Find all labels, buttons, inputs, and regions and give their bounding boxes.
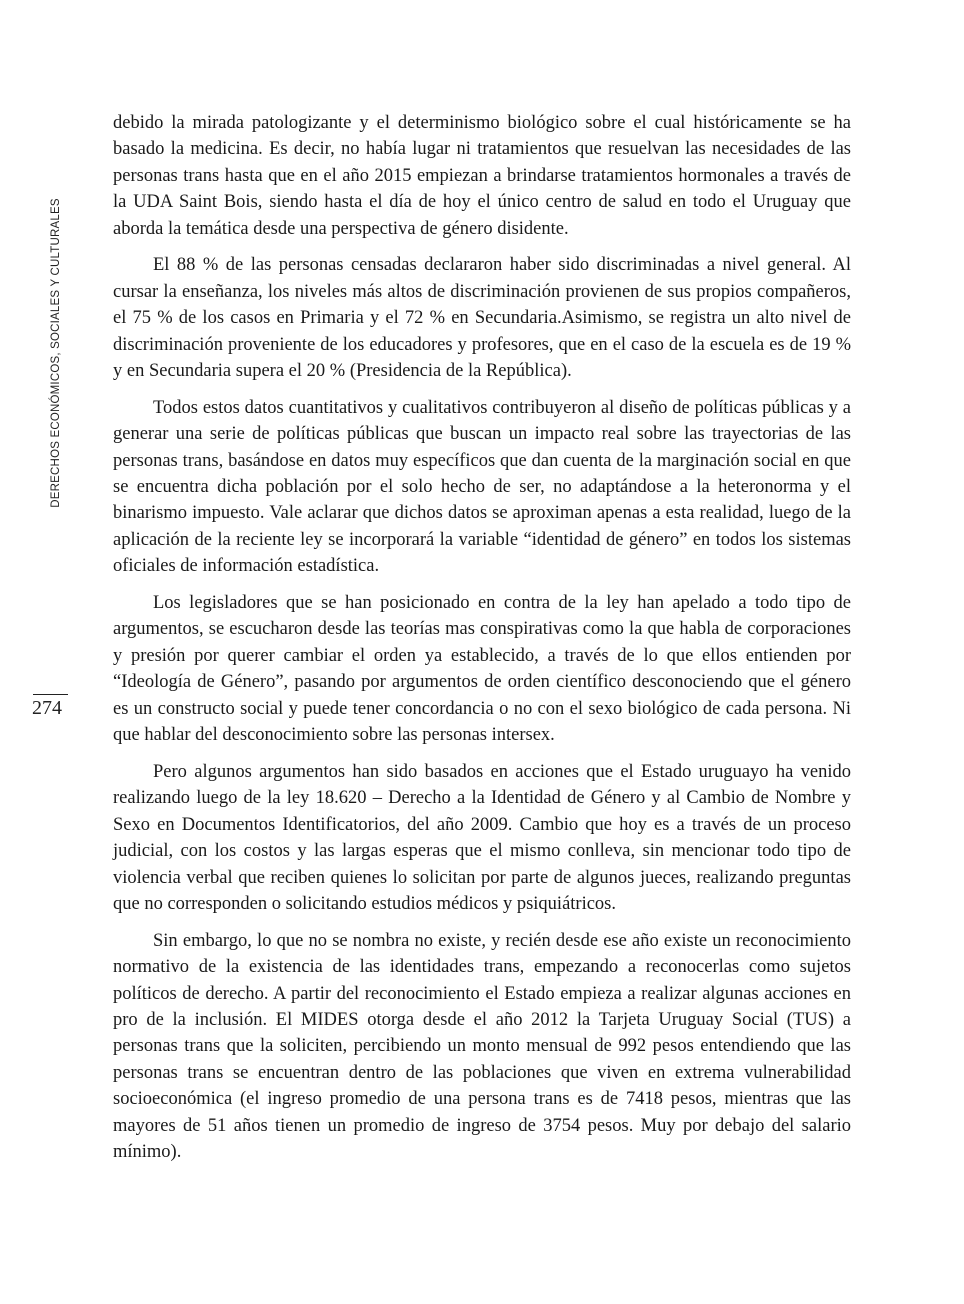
body-text — [113, 110, 851, 1176]
paragraph-4: Los legisladores que se han posicionado en contra de la ley han apelado a todo tipo de argumentos, se escucharon desde las teorías mas conspirativas como la que habla de corporaciones y presión por querer cambiar el orden ya establecido, a través de lo que ellos entienden por “Ideología de Género”, pasando por argumentos de orden científico desconociendo que el género es un constructo social y puede tener concordancia o no con el sexo biológico de cada persona. Ni que hablar del desconocimiento sobre las personas intersex. — [113, 593, 851, 746]
page-number-rule — [33, 694, 68, 695]
running-title: DERECHOS ECONÓMICOS, SOCIALES Y CULTURALES — [50, 198, 62, 508]
paragraph-6: Sin embargo, lo que no se nombra no existe, y recién desde ese año existe un reconocimiento normativo de la existencia de las identidades trans, empezando a reconocerlas como sujetos políticos de derecho. A partir del reconocimiento el Estado empieza a realizar algunas acciones en pro de la inclusión. El MIDES otorga desde el año 2012 la Tarjeta Uruguay Social (TUS) a personas trans que la soliciten, percibiendo un monto mensual de 992 pesos entendiendo que las personas trans se encuentran dentro de las poblaciones que viven en extrema vulnerabilidad socioeconómica (el ingreso promedio de una persona trans es de 7418 pesos, mientras que las mayores de 51 años tienen un promedio de ingreso de 3754 pesos. Muy por debajo del salario mínimo). — [113, 930, 851, 1162]
paragraph-3: Todos estos datos cuantitativos y cualitativos contribuyeron al diseño de políticas públicas y a generar una serie de políticas públicas que buscan un impacto real sobre las trayectorias de las personas trans, basándose en datos muy específicos que dan cuenta de la marginación social en que se encuentra dicha población por el solo hecho de ser, no adaptándose a la heteronorma y el binarismo impuesto. Vale aclarar que dichos datos se aproximan apenas a esta realidad, luego de la aplicación de la reciente ley se incorporará la variable “identidad de género” en todos los sistemas oficiales de información estadística. — [113, 397, 851, 577]
paragraph-1: debido la mirada patologizante y el determinismo biológico sobre el cual históricamente se ha basado la medicina. Es decir, no había lugar ni tratamientos que resuelvan las necesidades de las personas trans hasta que en el año 2015 empiezan a brindarse tratamientos hormonales a través de la UDA Saint Bois, siendo hasta el día de hoy el único centro de salud en todo el Uruguay que aborda la temática desde una perspectiva de género disidente. — [113, 113, 851, 239]
paragraph-5: Pero algunos argumentos han sido basados en acciones que el Estado uruguayo ha venido realizando luego de la ley 18.620 – Derecho a la Identidad de Género y al Cambio de Nombre y Sexo en Documentos Identificatorios, del año 2009. Cambio que hoy es a través de un proceso judicial, con los costos y las largas esperas que el mismo conlleva, sin mencionar todo tipo de violencia verbal que reciben quienes lo solicitan por parte de algunos jueces, realizando preguntas que no corresponden o solicitando estudios médicos y psiquiátricos. — [113, 761, 851, 914]
paragraph-2: El 88 % de las personas censadas declararon haber sido discriminadas a nivel general. Al cursar la enseñanza, los niveles más altos de discriminación provienen de sus propios compañeros, el 75 % de los casos en Primaria y el 72 % en Secundaria.Asimismo, se registra un alto nivel de discriminación proveniente de los educadores y profesores, que en el caso de la escuela es de 19 % y en Secundaria supera el 20 % (Presidencia de la República). — [113, 255, 851, 382]
page-number: 274 — [32, 697, 62, 719]
